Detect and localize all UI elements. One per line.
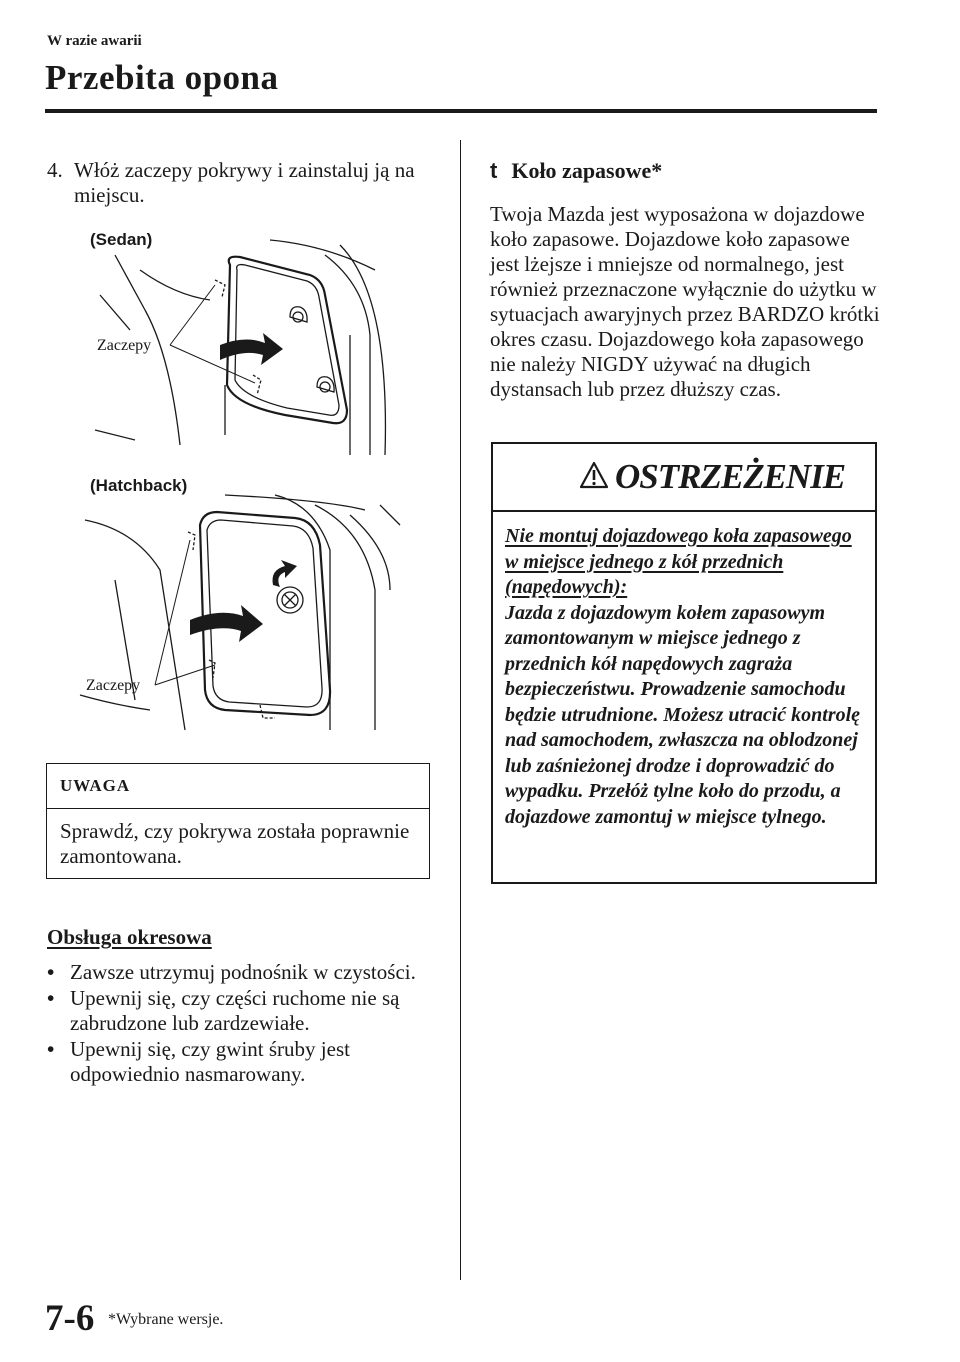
list-item	[47, 986, 447, 1036]
page-title: Przebita opona	[45, 58, 279, 97]
sedan-hooks-callout: Zaczepy	[97, 337, 152, 354]
warning-header	[493, 444, 875, 512]
warning-box	[491, 442, 877, 884]
spare-wheel-heading	[490, 158, 662, 184]
maintenance-heading: Obsługa okresowa	[47, 925, 212, 949]
note-body: Sprawdź, czy pokrywa została poprawnie zamontowana.	[60, 819, 410, 868]
list-item	[47, 1037, 447, 1087]
step-number: 4.	[47, 158, 63, 182]
list-item-text: Zawsze utrzymuj podnośnik w czystości.	[70, 960, 416, 984]
warning-title: OSTRZEŻENIE	[615, 457, 846, 496]
bullet-icon: •	[47, 986, 55, 1010]
list-item-text: Upewnij się, czy gwint śruby jest odpowiednio nasmarowany.	[70, 1037, 350, 1086]
bullet-icon: •	[47, 960, 55, 984]
warning-triangle-icon	[579, 461, 609, 489]
note-header	[47, 764, 429, 809]
warning-body	[505, 524, 867, 830]
footnote: *Wybrane wersje.	[108, 1311, 224, 1328]
hatchback-figure-label: (Hatchback)	[90, 476, 188, 495]
bullet-icon: •	[47, 1037, 55, 1061]
section-marker: t	[490, 158, 498, 183]
note-title: UWAGA	[60, 776, 131, 795]
maintenance-list	[47, 960, 447, 1088]
column-divider	[460, 140, 461, 1280]
page-number: 7-6	[45, 1298, 95, 1339]
step-4	[47, 158, 437, 208]
spare-wheel-heading-text: Koło zapasowe*	[511, 158, 663, 183]
sedan-figure-label: (Sedan)	[90, 230, 153, 249]
section-label: W razie awarii	[47, 33, 142, 49]
warning-text: Jazda z dojazdowym kołem zapasowym zamontowanym w miejsce jednego z przednich kół napędowych zagraża bezpieczeństwu. Prowadzenie samochodu będzie utrudnione. Możesz utracić kontrolę nad samochodem, zwłaszcza na oblodzonej lub zaśnieżonej drodze i doprowadzić do wypadku. Przełóż tylne koło do przodu, a dojazdowe zamontuj w miejsce tylnego.	[505, 601, 861, 828]
title-rule	[45, 109, 877, 113]
hatchback-cover-illustration	[75, 490, 410, 740]
note-box	[46, 763, 430, 879]
list-item	[47, 960, 447, 985]
spare-wheel-paragraph: Twoja Mazda jest wyposażona w dojazdowe koło zapasowe. Dojazdowe koło zapasowe jest lżejsze i mniejsze od normalnego, jest również przeznaczone wyłącznie do użytku w sytuacjach awaryjnych przez BARDZO krótki okres czasu. Dojazdowego koła zapasowego nie należy NIGDY używać na długich dystansach lub przez dłuższy czas.	[490, 202, 880, 401]
warning-lead: Nie montuj dojazdowego koła zapasowego w miejsce jednego z kół przednich (napędowych):	[505, 525, 852, 598]
step-text: Włóż zaczepy pokrywy i zainstaluj ją na miejscu.	[74, 158, 415, 207]
hatchback-hooks-callout: Zaczepy	[86, 677, 141, 694]
list-item-text: Upewnij się, czy części ruchome nie są zabrudzone lub zardzewiałe.	[70, 986, 400, 1035]
